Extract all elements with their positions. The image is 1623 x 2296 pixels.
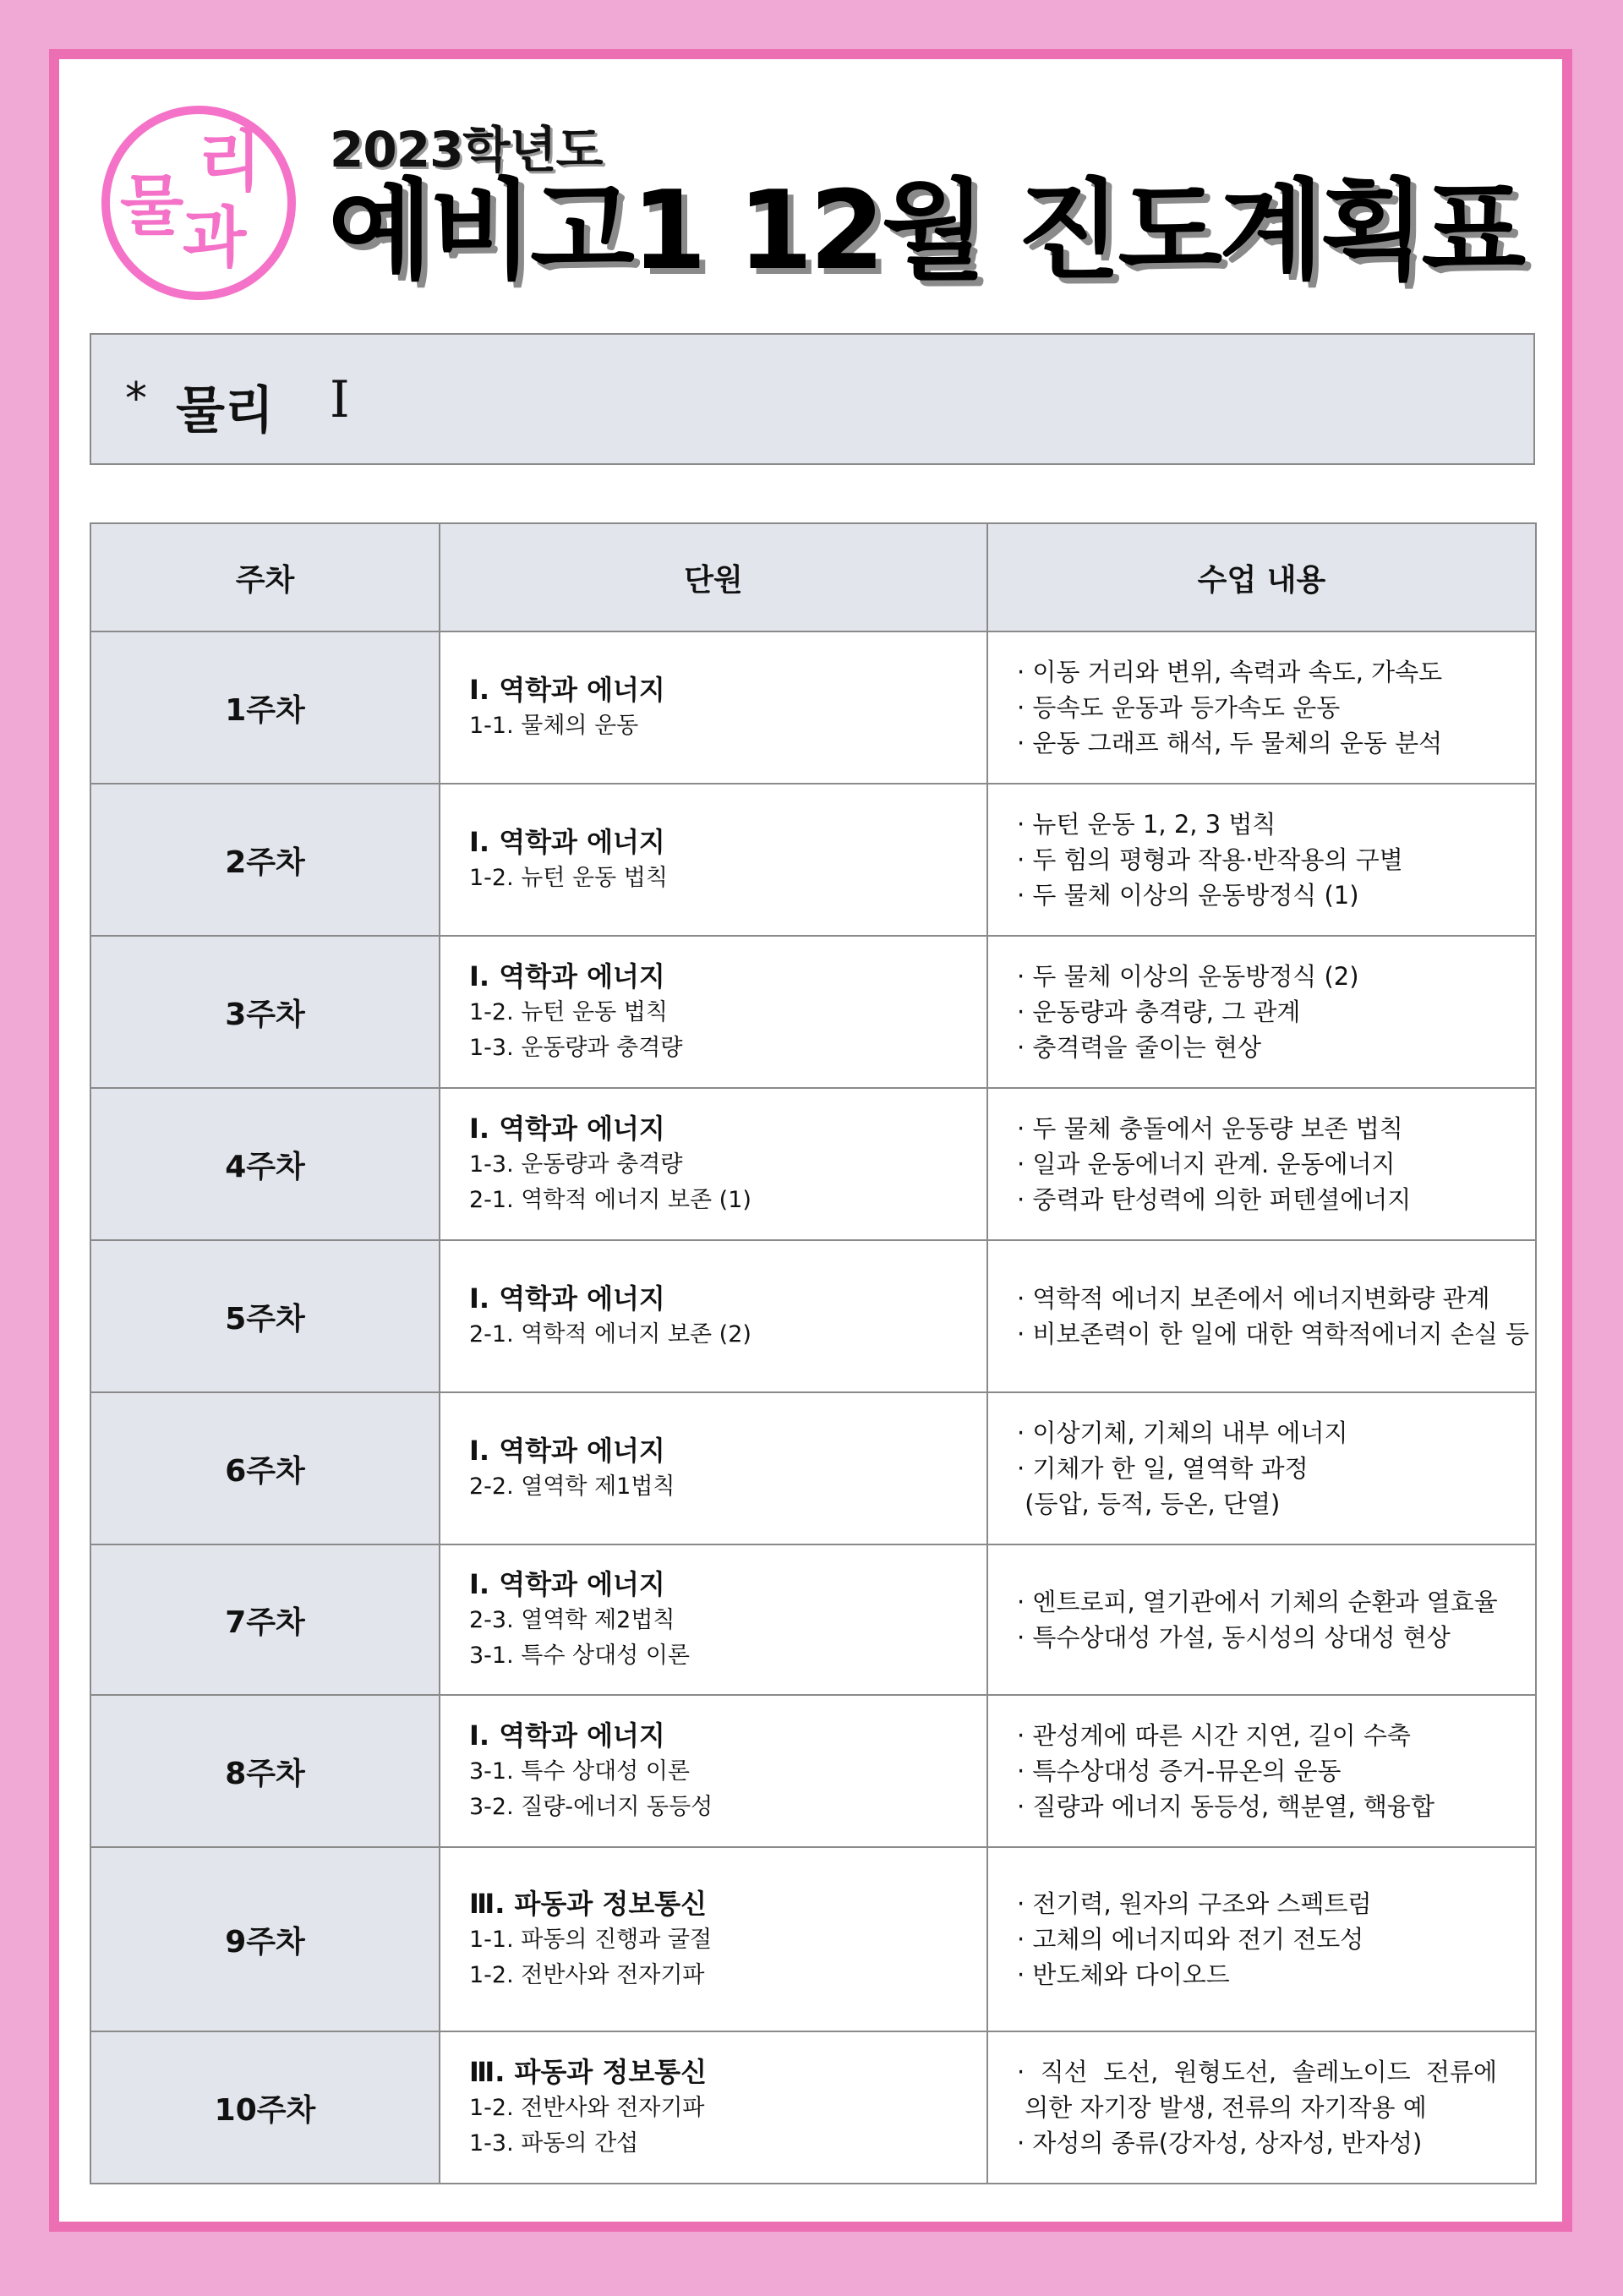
content-line: · 충격력을 줄이는 현상 (1017, 1033, 1261, 1062)
content-line: · 역학적 에너지 보존에서 에너지변화량 관계 (1017, 1284, 1490, 1313)
week-cell: 1주차 (90, 631, 440, 784)
week-cell: 9주차 (90, 1847, 440, 2031)
table-row (90, 1847, 1536, 2031)
content-line: · 직선 도선, 원형도선, 솔레노이드 전류에 (1017, 2058, 1498, 2086)
unit-subsection: 1-1. 파동의 진행과 굴절 (469, 1927, 713, 1953)
week-cell: 3주차 (90, 936, 440, 1088)
unit-cell (440, 1695, 987, 1847)
week-cell: 8주차 (90, 1695, 440, 1847)
unit-cell (440, 784, 987, 936)
unit-title: Ⅲ. 파동과 정보통신 (469, 1888, 708, 1920)
content-line: · 전기력, 원자의 구조와 스펙트럼 (1017, 1889, 1372, 1918)
content-line: · 자성의 종류(강자성, 상자성, 반자성) (1017, 2129, 1423, 2157)
table-header-row (90, 523, 1536, 631)
content-line: · 관성계에 따른 시간 지연, 길이 수축 (1017, 1721, 1411, 1750)
header-week: 주차 (90, 523, 440, 631)
content-line: (등압, 등적, 등온, 단열) (1017, 1490, 1281, 1518)
content-line: · 뉴턴 운동 1, 2, 3 법칙 (1017, 810, 1276, 839)
content-cell (987, 936, 1536, 1088)
unit-subsection: 3-2. 질량-에너지 동등성 (469, 1794, 713, 1820)
unit-subsection: 2-1. 역학적 에너지 보존 (1) (469, 1187, 751, 1213)
unit-subsection: 1-3. 파동의 간섭 (469, 2130, 639, 2157)
unit-title: Ⅰ. 역학과 에너지 (469, 1435, 665, 1467)
content-line: 의한 자기장 발생, 전류의 자기작용 예 (1017, 2093, 1427, 2122)
content-line: · 등속도 운동과 등가속도 운동 (1017, 693, 1341, 722)
content-line: · 기체가 한 일, 열역학 과정 (1017, 1454, 1309, 1483)
table-row (90, 1544, 1536, 1695)
week-cell: 10주차 (90, 2031, 440, 2184)
logo-char-3: 과 (183, 200, 247, 276)
week-cell: 5주차 (90, 1240, 440, 1392)
unit-cell (440, 2031, 987, 2184)
unit-cell (440, 1240, 987, 1392)
content-line: · 이동 거리와 변위, 속력과 속도, 가속도 (1017, 658, 1443, 686)
schedule-table (90, 522, 1537, 2184)
logo-char-1: 물 (120, 168, 184, 244)
subject-marker: * (125, 374, 147, 424)
unit-subsection: 1-2. 뉴턴 운동 법칙 (469, 865, 668, 891)
unit-subsection: 1-1. 물체의 운동 (469, 713, 639, 739)
content-cell (987, 631, 1536, 784)
unit-title: Ⅰ. 역학과 에너지 (469, 674, 665, 706)
content-line: · 이상기체, 기체의 내부 에너지 (1017, 1419, 1348, 1447)
content-line: · 비보존력이 한 일에 대한 역학적에너지 손실 등 (1017, 1320, 1530, 1348)
header-unit: 단원 (440, 523, 987, 631)
unit-subsection: 3-1. 특수 상대성 이론 (469, 1643, 691, 1669)
content-line: · 두 물체 충돌에서 운동량 보존 법칙 (1017, 1114, 1403, 1143)
logo-char-2: 리 (198, 124, 262, 200)
table-row (90, 936, 1536, 1088)
content-cell (987, 1088, 1536, 1240)
unit-subsection: 1-3. 운동량과 충격량 (469, 1151, 683, 1178)
table-row (90, 631, 1536, 784)
subject-banner (90, 333, 1535, 465)
table-row (90, 784, 1536, 936)
content-line: · 두 물체 이상의 운동방정식 (1) (1017, 881, 1359, 910)
unit-cell (440, 1544, 987, 1695)
page-title: 예비고1 12월 진도계획표 (328, 168, 1523, 294)
content-line: · 반도체와 다이오드 (1017, 1960, 1230, 1989)
unit-subsection: 2-2. 열역학 제1법칙 (469, 1473, 675, 1500)
unit-cell (440, 1847, 987, 2031)
table-row (90, 1695, 1536, 1847)
unit-title: Ⅰ. 역학과 에너지 (469, 1282, 665, 1315)
unit-cell (440, 1392, 987, 1544)
content-line: · 특수상대성 가설, 동시성의 상대성 현상 (1017, 1623, 1451, 1652)
content-line: · 질량과 에너지 동등성, 핵분열, 핵융합 (1017, 1792, 1434, 1821)
unit-subsection: 1-2. 전반사와 전자기파 (469, 2095, 705, 2121)
content-line: · 두 물체 이상의 운동방정식 (2) (1017, 962, 1359, 991)
unit-title: Ⅰ. 역학과 에너지 (469, 960, 665, 992)
table-row (90, 2031, 1536, 2184)
school-year: 2023학년도 (330, 121, 603, 178)
week-cell: 7주차 (90, 1544, 440, 1695)
content-cell (987, 1544, 1536, 1695)
header-content: 수업 내용 (987, 523, 1536, 631)
unit-title: Ⅲ. 파동과 정보통신 (469, 2056, 708, 2088)
week-cell: 4주차 (90, 1088, 440, 1240)
unit-subsection: 2-1. 역학적 에너지 보존 (2) (469, 1321, 751, 1348)
unit-title: Ⅰ. 역학과 에너지 (469, 1568, 665, 1600)
table-row (90, 1392, 1536, 1544)
document-page (59, 59, 1562, 2222)
unit-subsection: 1-2. 뉴턴 운동 법칙 (469, 999, 668, 1025)
unit-title: Ⅰ. 역학과 에너지 (469, 826, 665, 858)
unit-subsection: 3-1. 특수 상대성 이론 (469, 1758, 691, 1785)
content-line: · 운동량과 충격량, 그 관계 (1017, 998, 1301, 1026)
week-cell: 6주차 (90, 1392, 440, 1544)
logo (101, 106, 296, 300)
unit-subsection: 1-2. 전반사와 전자기파 (469, 1962, 705, 1988)
content-line: · 일과 운동에너지 관계. 운동에너지 (1017, 1150, 1396, 1178)
content-cell (987, 1240, 1536, 1392)
week-cell: 2주차 (90, 784, 440, 936)
content-line: · 중력과 탄성력에 의한 퍼텐셜에너지 (1017, 1185, 1412, 1214)
unit-cell (440, 631, 987, 784)
content-line: · 운동 그래프 해석, 두 물체의 운동 분석 (1017, 729, 1443, 757)
unit-title: Ⅰ. 역학과 에너지 (469, 1719, 665, 1752)
content-cell (987, 1392, 1536, 1544)
content-cell (987, 784, 1536, 936)
table-row (90, 1240, 1536, 1392)
content-line: · 두 힘의 평형과 작용·반작용의 구별 (1017, 845, 1403, 874)
unit-cell (440, 1088, 987, 1240)
subject-numeral: Ⅰ (330, 370, 350, 429)
table-row (90, 1088, 1536, 1240)
unit-subsection: 1-3. 운동량과 충격량 (469, 1035, 683, 1061)
unit-cell (440, 936, 987, 1088)
content-line: · 엔트로피, 열기관에서 기체의 순환과 열효율 (1017, 1588, 1498, 1616)
unit-title: Ⅰ. 역학과 에너지 (469, 1112, 665, 1145)
content-cell (987, 2031, 1536, 2184)
content-line: · 특수상대성 증거-뮤온의 운동 (1017, 1757, 1342, 1785)
unit-subsection: 2-3. 열역학 제2법칙 (469, 1607, 675, 1633)
subject-name: 물리 (176, 381, 274, 440)
content-line: · 고체의 에너지띠와 전기 전도성 (1017, 1925, 1364, 1954)
content-cell (987, 1695, 1536, 1847)
content-cell (987, 1847, 1536, 2031)
